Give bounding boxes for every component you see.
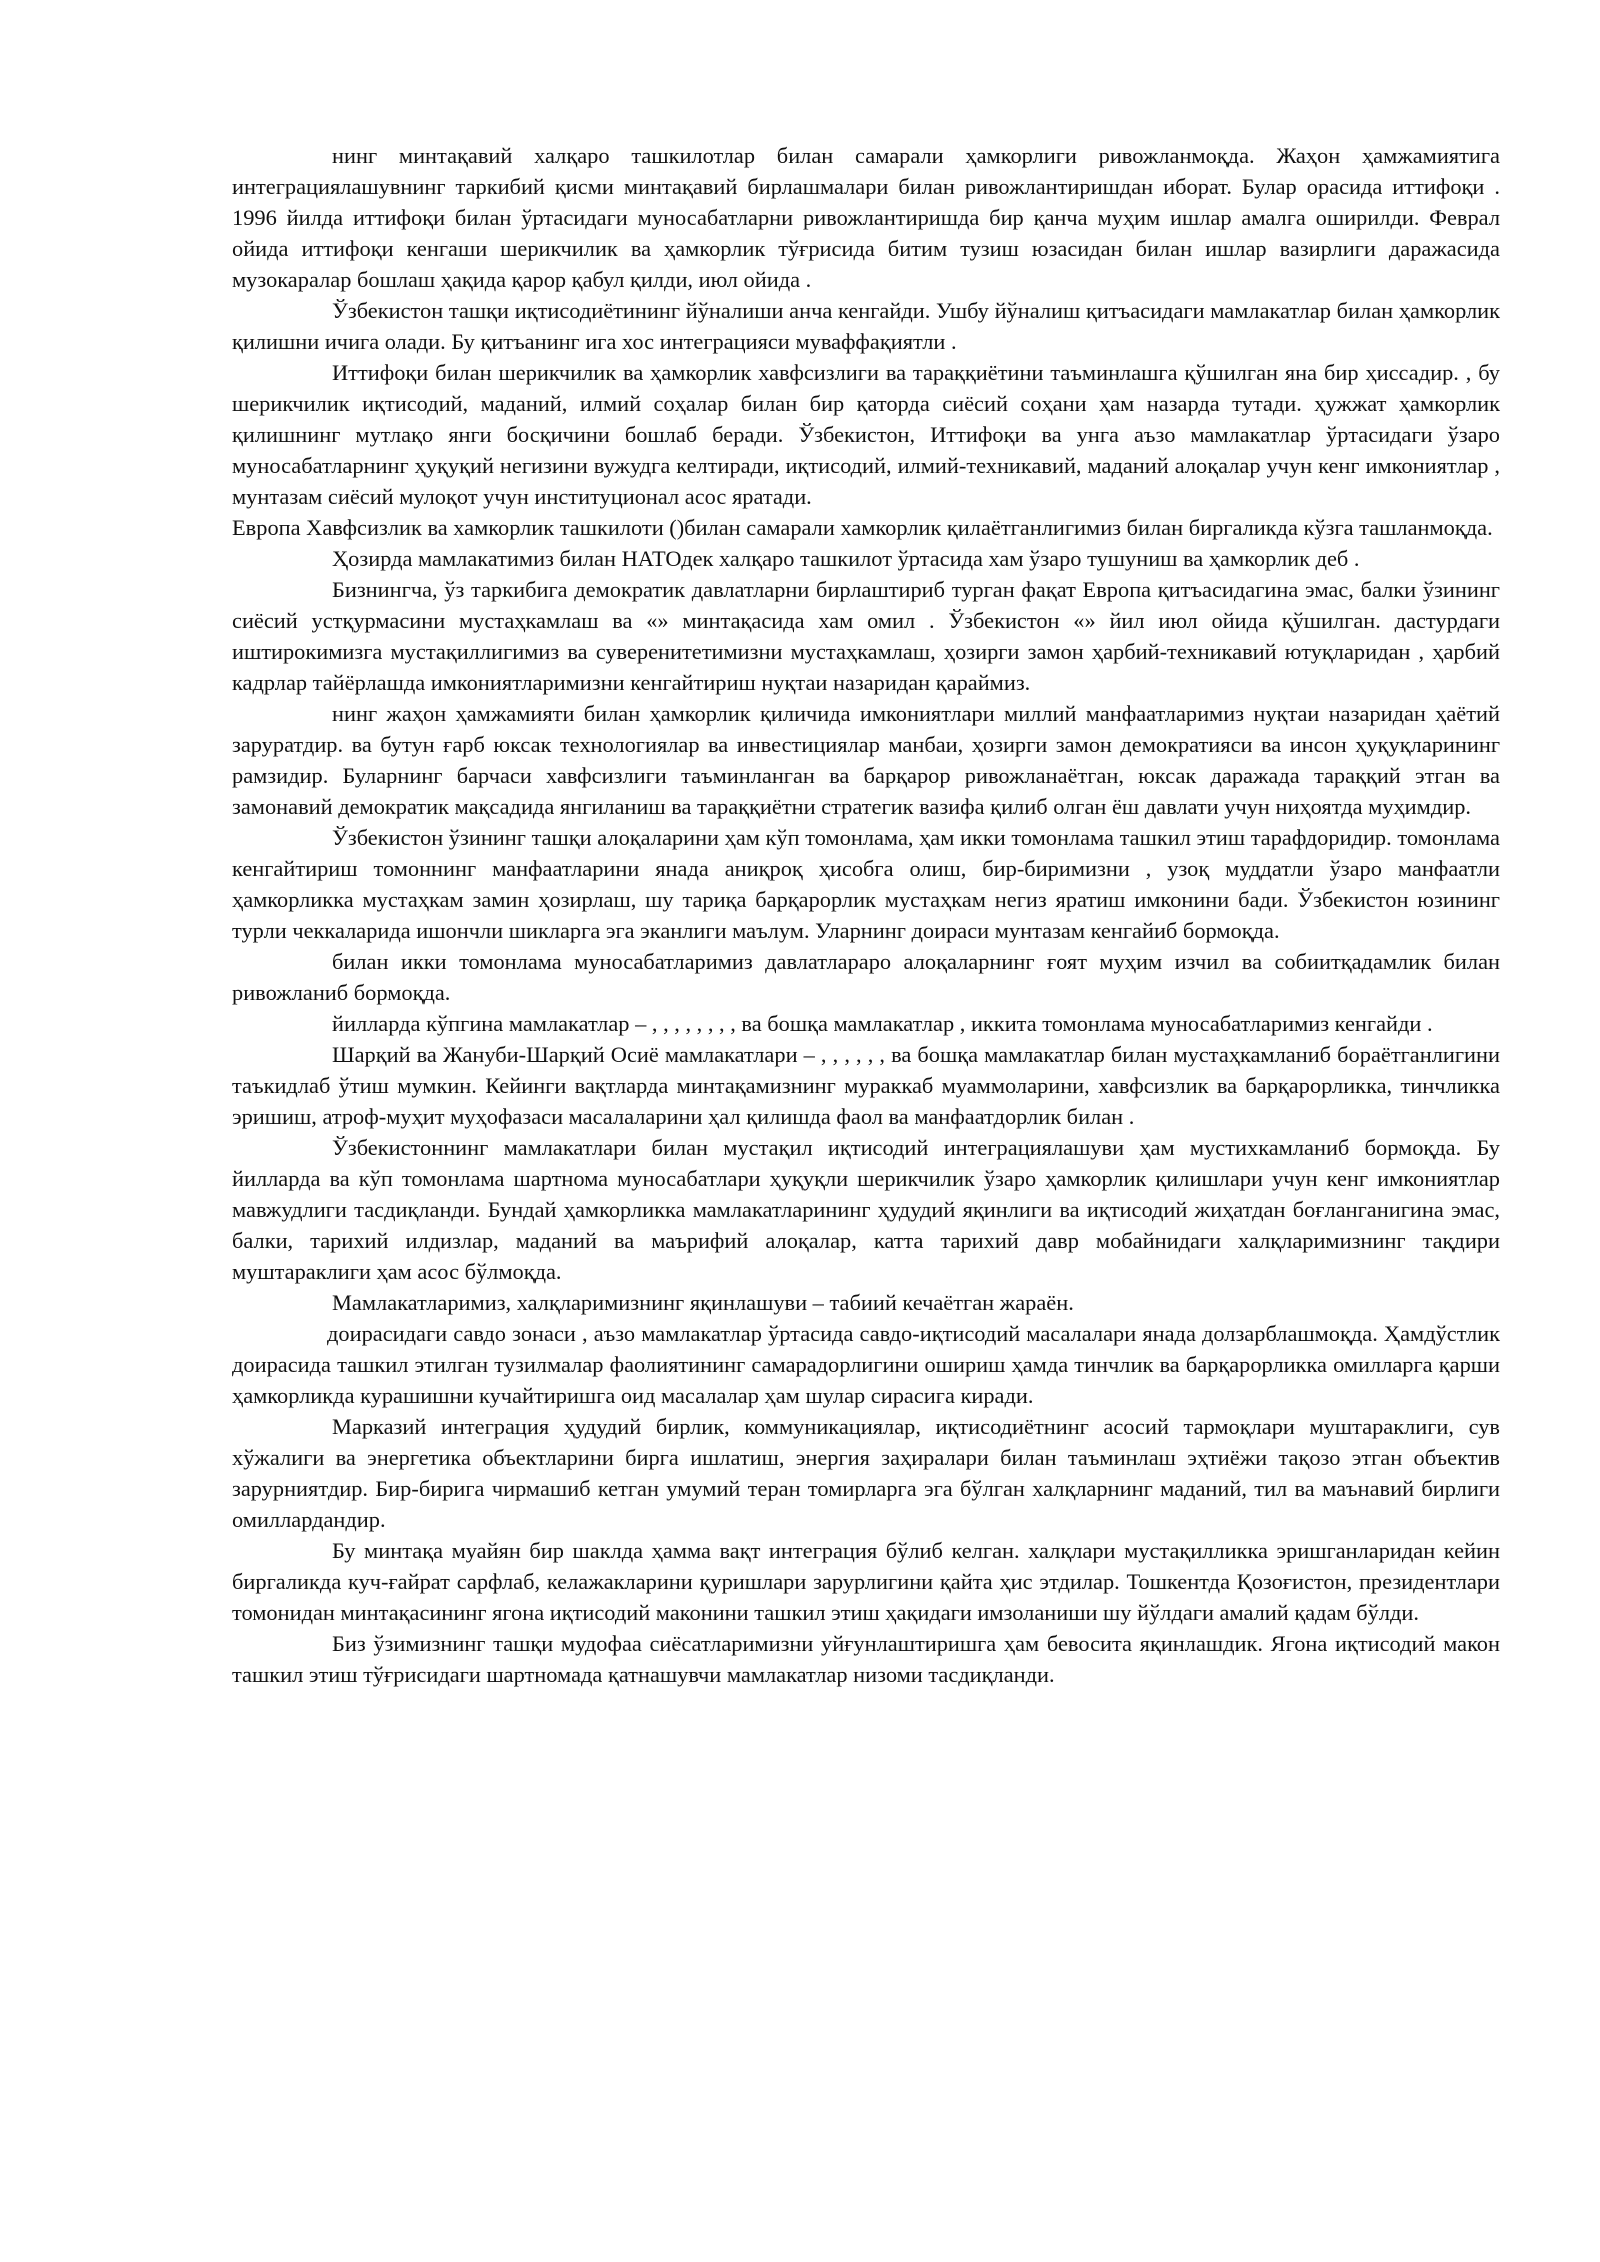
- paragraph: Бу минтақа муайян бир шаклда ҳамма вақт интеграция бўлиб келган. халқлари мустақилликка эришганларидан кейин биргаликда куч-ғайрат сарфлаб, келажакларини қуришлари зарурлигини қайта ҳис этдилар. Тошкентда Қозоғистон, президентлари томонидан минтақасининг ягона иқтисодий маконини ташкил этиш ҳақидаги имзоланиши шу йўлдаги амалий қадам бўлди.: [232, 1538, 1500, 1625]
- paragraph: Иттифоқи билан шерикчилик ва ҳамкорлик хавфсизлиги ва тараққиётини таъминлашга қўшилган яна бир ҳиссадир. , бу шерикчилик иқтисодий, маданий, илмий соҳалар билан бир қаторда сиёсий соҳани ҳам назарда тутади. ҳужжат ҳамкорлик қилишнинг мутлақо янги босқичини бошлаб беради. Ўзбекистон, Иттифоқи ва унга аъзо мамлакатлар ўртасидаги ўзаро муносабатларнинг ҳуқуқий негизини вужудга келтиради, иқтисодий, илмий-техникавий, маданий алоқалар учун кенг имкониятлар , мунтазам сиёсий мулоқот учун институционал асос яратади.: [232, 360, 1500, 509]
- paragraph: Бизнингча, ўз таркибига демократик давлатларни бирлаштириб турган фақат Европа қитъасидагина эмас, балки ўзининг сиёсий устқурмасини мустаҳкамлаш ва «» минтақасида хам омил . Ўзбекистон «» йил июл ойида қўшилган. дастурдаги иштирокимизга мустақиллигимиз ва суверенитетимизни мустаҳкамлаш, ҳозирги замон ҳарбий-техникавий ютуқларидан , ҳарбий кадрлар тайёрлашда имкониятларимизни кенгайтириш нуқтаи назаридан қараймиз.: [232, 577, 1500, 695]
- paragraph: Ҳозирда мамлакатимиз билан НАТОдек халқаро ташкилот ўртасида хам ўзаро тушуниш ва ҳамкорлик деб .: [332, 546, 1360, 571]
- paragraph: нинг минтақавий халқаро ташкилотлар билан самарали ҳамкорлиги ривожланмоқда. Жаҳон ҳамжамиятига интеграциялашувнинг таркибий қисми минтақавий бирлашмалари билан ривожлантиришдан иборат. Булар орасида иттифоқи . 1996 йилда иттифоқи билан ўртасидаги муносабатларни ривожлантиришда бир қанча муҳим ишлар амалга оширилди. Феврал ойида иттифоқи кенгаши шерикчилик ва ҳамкорлик тўғрисида битим тузиш юзасидан билан ишлар вазирлиги даражасида музокаралар бошлаш ҳақида қарор қабул қилди, июл ойида .: [232, 143, 1500, 292]
- paragraph: Европа Хавфсизлик ва хамкорлик ташкилоти ()билан самарали хамкорлик қилаётганлигимиз билан биргаликда кўзга ташланмоқда.: [232, 515, 1493, 540]
- paragraph: Марказий интеграция ҳудудий бирлик, коммуникациялар, иқтисодиётнинг асосий тармоқлари муштараклиги, сув хўжалиги ва энергетика объектларини бирга ишлатиш, энергия заҳиралари билан таъминлаш эҳтиёжи тақозо этган объектив зарурниятдир. Бир-бирига чирмашиб кетган умумий теран томирларга эга бўлган халқларнинг маданий, тил ва маънавий бирлиги омиллардандир.: [232, 1414, 1500, 1532]
- paragraph: Ўзбекистон ўзининг ташқи алоқаларини ҳам кўп томонлама, ҳам икки томонлама ташкил этиш тарафдоридир. томонлама кенгайтириш томоннинг манфаатларини янада аниқроқ ҳисобга олиш, бир-биримизни , узоқ муддатли ўзаро манфаатли ҳамкорликка мустаҳкам замин ҳозирлаш, шу тариқа барқарорлик мустаҳкам негиз яратиш имконини бади. Ўзбекистон юзининг турли чеккаларида ишончли шикларга эга эканлиги маълум. Уларнинг доираси мунтазам кенгайиб бормоқда.: [232, 825, 1500, 943]
- document-page: [232, 140, 1500, 1690]
- paragraph: Ўзбекистоннинг мамлакатлари билан мустақил иқтисодий интеграциялашуви ҳам мустихкамланиб бормоқда. Бу йилларда ва кўп томонлама шартнома муносабатлари ҳуқуқли шерикчилик ўзаро ҳамкорлик қилишлари учун кенг имкониятлар мавжудлиги тасдиқланди. Бундай ҳамкорликка мамлакатларининг ҳудудий яқинлиги ва иқтисодий жиҳатдан боғланганигина эмас, балки, тарихий илдизлар, маданий ва маърифий алоқалар, катта тарихий давр мобайнидаги халқларимизнинг тақдири муштараклиги ҳам асос бўлмоқда.: [232, 1135, 1500, 1284]
- paragraph: нинг жаҳон ҳамжамияти билан ҳамкорлик қиличида имкониятлари миллий манфаатларимиз нуқтаи назаридан ҳаётий заруратдир. ва бутун ғарб юксак технологиялар ва инвестициялар манбаи, ҳозирги замон демократияси ва инсон ҳуқуқларининг рамзидир. Буларнинг барчаси хавфсизлиги таъминланган ва барқарор ривожланаётган, юксак даражада тараққий этган ва замонавий демократик мақсадида янгиланиш ва тараққиётни стратегик вазифа қилиб олган ёш давлати учун ниҳоятда муҳимдир.: [232, 701, 1500, 819]
- paragraph: Ўзбекистон ташқи иқтисодиётининг йўналиши анча кенгайди. Ушбу йўналиш қитъасидаги мамлакатлар билан ҳамкорлик қилишни ичига олади. Бу қитъанинг ига хос интеграцияси муваффақиятли .: [232, 298, 1500, 354]
- paragraph: билан икки томонлама муносабатларимиз давлатлараро алоқаларнинг ғоят муҳим изчил ва собиитқадамлик билан ривожланиб бормоқда.: [232, 949, 1500, 1005]
- paragraph: йилларда кўпгина мамлакатлар – , , , , , , , , ва бошқа мамлакатлар , иккита томонлама муносабатларимиз кенгайди .: [332, 1011, 1433, 1036]
- paragraph: Шарқий ва Жануби-Шарқий Осиё мамлакатлари – , , , , , , ва бошқа мамлакатлар билан мустаҳкамланиб бораётганлигини таъкидлаб ўтиш мумкин. Кейинги вақтларда минтақамизнинг мураккаб муаммоларини, хавфсизлик ва барқарорликка, тинчликка эришиш, атроф-муҳит муҳофазаси масалаларини ҳал қилишда фаол ва манфаатдорлик билан .: [232, 1042, 1500, 1129]
- paragraph: Мамлакатларимиз, халқларимизнинг яқинлашуви – табиий кечаётган жараён.: [332, 1290, 1074, 1315]
- paragraph: доирасидаги савдо зонаси , аъзо мамлакатлар ўртасида савдо-иқтисодий масалалари янада долзарблашмоқда. Ҳамдўстлик доирасида ташкил этилган тузилмалар фаолиятининг самарадорлигини ошириш ҳамда тинчлик ва барқарорликка омилларга қарши ҳамкорликда курашишни кучайтиришга оид масалалар ҳам шулар сирасига киради.: [232, 1321, 1500, 1408]
- paragraph: Биз ўзимизнинг ташқи мудофаа сиёсатларимизни уйғунлаштиришга ҳам бевосита яқинлашдик. Ягона иқтисодий макон ташкил этиш тўғрисидаги шартномада қатнашувчи мамлакатлар низоми тасдиқланди.: [232, 1631, 1500, 1687]
